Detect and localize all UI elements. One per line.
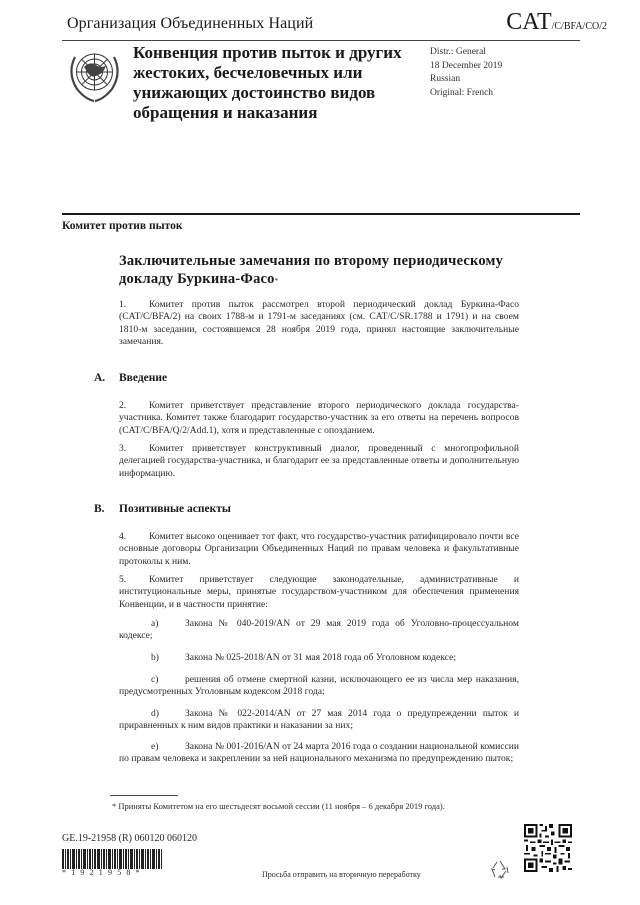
sub-item-e: e) Закона № 001-2016/AN от 24 марта 2016 года о создании национальной комиссии по правам человека и закреплении за ней национального механизма по предупреждению пыток; xyxy=(119,741,519,765)
paragraph-4: 4. Комитет высоко оценивает тот факт, что государство-участник ратифицировало почти все основные договоры Организации Объединенных Наций по правам человека и факультативные протоколы к ним. xyxy=(119,531,519,567)
committee-name: Комитет против пыток xyxy=(62,220,183,232)
barcode-icon xyxy=(62,849,162,869)
qr-code-icon xyxy=(524,824,572,872)
document-language: Russian xyxy=(430,74,461,84)
symbol-suffix: /C/BFA/CO/2 xyxy=(551,21,607,32)
symbol-main: CAT xyxy=(506,9,552,35)
sub-item-a: a) Закона № 040-2019/AN от 29 мая 2019 года об Уголовно-процессуальном кодексе; xyxy=(119,618,519,642)
paragraph-1: 1. Комитет против пыток рассмотрел второй периодический доклад Буркина-Фасо (CAT/C/BFA/2) на своих 1788-м и 1791-м заседаниях (см. CAT/C/SR.1788 и 1791) и на своем 1810-м заседании, состоявшемся 28 ноября 2019 года, принял настоящие заключительные замечания. xyxy=(119,299,519,347)
document-title-text: Заключительные замечания по второму периодическому докладу Буркина-Фасо xyxy=(119,253,504,287)
original-language: Original: French xyxy=(430,87,494,98)
distribution-info xyxy=(430,46,502,100)
sub-item-b: b) Закона № 025-2018/AN от 31 мая 2018 года об Уголовном кодексе; xyxy=(151,652,457,663)
distr-label: Distr.: General xyxy=(430,47,486,57)
sub-item-d: d) Закона № 022-2014/AN от 27 мая 2014 года о предупреждении пыток и приравненных к ним видов практики и наказании за них; xyxy=(119,708,519,732)
paragraph-5: 5. Комитет приветствует следующие законодательные, административные и институциональные меры, принятые государством-участником для обеспечения применения Конвенции, и в частности принятие: xyxy=(119,574,519,610)
barcode-number: *1921958* xyxy=(62,868,145,877)
paragraph-3: 3. Комитет приветствует конструктивный диалог, проведенный с многопрофильной делегацией государства-участника, и благодарит ее за представленные ответы и дополнительную информацию. xyxy=(119,443,519,479)
footnote-marker: * xyxy=(274,277,279,285)
recycle-notice: Просьба отправить на вторичную переработку xyxy=(262,870,421,879)
footnote: * Приняты Комитетом на его шестьдесят восьмой сессии (11 ноября – 6 декабря 2019 года). xyxy=(112,801,445,811)
organization-name: Организация Объединенных Наций xyxy=(67,15,314,32)
header-rule xyxy=(62,40,580,41)
section-heading-b: B. Позитивные аспекты xyxy=(94,503,231,515)
recycle-icon xyxy=(489,858,511,880)
document-date: 18 December 2019 xyxy=(430,60,503,71)
un-emblem-icon xyxy=(66,45,123,105)
paragraph-2: 2. Комитет приветствует представление второго периодического доклада государства-участника. Комитет также благодарит государство-участник за его ответы на перечень вопросов (CAT/C/BFA/Q/2/Add.1), хотя и представленные с опозданием. xyxy=(119,400,519,436)
ge-document-code: GE.19-21958 (R) 060120 060120 xyxy=(62,833,197,844)
section-heading-a: A. Введение xyxy=(94,372,168,384)
document-symbol xyxy=(506,9,607,36)
sub-item-c: c) решения об отмене смертной казни, исключающего ее из числа мер наказания, предусмотренных Уголовным кодексом 2018 года; xyxy=(119,674,519,698)
footnote-rule xyxy=(110,795,178,796)
section-rule xyxy=(62,213,580,215)
document-title xyxy=(119,252,549,288)
convention-title: Конвенция против пыток и других жестоких, бесчеловечных или унижающих достоинство видов обращения и наказания xyxy=(133,43,402,122)
